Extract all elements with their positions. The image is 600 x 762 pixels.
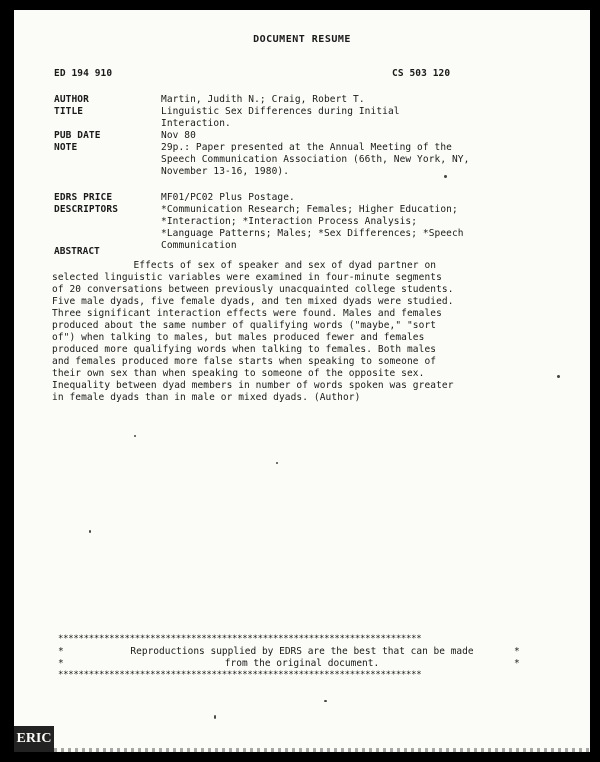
ed-number: ED 194 910 [54,68,113,79]
scan-speck [134,435,136,437]
document-page [14,10,590,752]
scan-speck [444,175,447,178]
abstract-line: produced more qualifying words when talking to females. Both males [52,344,437,355]
field-value-title-line1: Linguistic Sex Differences during Initial [161,106,400,117]
scan-edge-strip [54,748,590,752]
abstract-line: Inequality between dyad members in number of words spoken was greater [52,380,454,391]
field-label-author: AUTHOR [54,94,89,105]
notice-line2: from the original document. [224,658,380,669]
abstract-line: of") when talking to males, but males produced fewer and females [52,332,425,343]
document-title: DOCUMENT RESUME [253,34,351,45]
abstract-line: in female dyads than in male or mixed dyads. (Author) [52,392,361,403]
abstract-label: ABSTRACT [54,246,100,257]
field-value-descriptors-line4: Communication [161,240,237,251]
abstract-line: of 20 conversations between previously unacquainted college students. [52,284,454,295]
field-label-pub-date: PUB DATE [54,130,101,141]
eric-logo: ERIC [14,726,54,752]
field-label-title: TITLE [54,106,84,117]
notice-border-top: *********************************************************************** [58,634,422,644]
field-value-descriptors-line3: *Language Patterns; Males; *Sex Differences; *Speech [161,228,464,239]
scan-speck [214,715,216,719]
abstract-line: and females produced more false starts when speaking to someone of [52,356,437,367]
notice-border-bottom: *********************************************************************** [58,670,422,680]
notice-star-right: * [514,646,520,657]
field-value-note-line1: 29p.: Paper presented at the Annual Meeting of the [161,142,452,153]
field-value-note-line3: November 13-16, 1980). [161,166,290,177]
scan-speck [276,462,278,464]
scan-speck [557,375,560,378]
abstract-line: selected linguistic variables were examined in four-minute segments [52,272,442,283]
field-value-note-line2: Speech Communication Association (66th, New York, NY, [161,154,470,165]
notice-star-left: * [58,658,64,669]
field-value-descriptors-line1: *Communication Research; Females; Higher Education; [161,204,458,215]
cs-number: CS 503 120 [392,68,451,79]
field-label-edrs-price: EDRS PRICE [54,192,113,203]
abstract-body [52,260,552,404]
abstract-line: Effects of sex of speaker and sex of dyad partner on [52,260,437,271]
notice-line1: Reproductions supplied by EDRS are the best that can be made [130,646,474,657]
field-value-descriptors-line2: *Interaction; *Interaction Process Analysis; [161,216,418,227]
abstract-line: produced about the same number of qualifying words ("maybe," "sort [52,320,437,331]
abstract-line: Five male dyads, five female dyads, and ten mixed dyads were studied. [52,296,454,307]
field-value-author: Martin, Judith N.; Craig, Robert T. [161,94,365,105]
abstract-line: their own sex than when speaking to someone of the opposite sex. [52,368,425,379]
scan-speck [324,700,327,702]
notice-star-right: * [514,658,520,669]
field-label-descriptors: DESCRIPTORS [54,204,119,215]
field-value-title-line2: Interaction. [161,118,231,129]
field-value-pub-date: Nov 80 [161,130,196,141]
field-label-note: NOTE [54,142,78,153]
abstract-line: Three significant interaction effects were found. Males and females [52,308,442,319]
notice-star-left: * [58,646,64,657]
field-value-edrs-price: MF01/PC02 Plus Postage. [161,192,295,203]
scan-speck [89,530,91,533]
